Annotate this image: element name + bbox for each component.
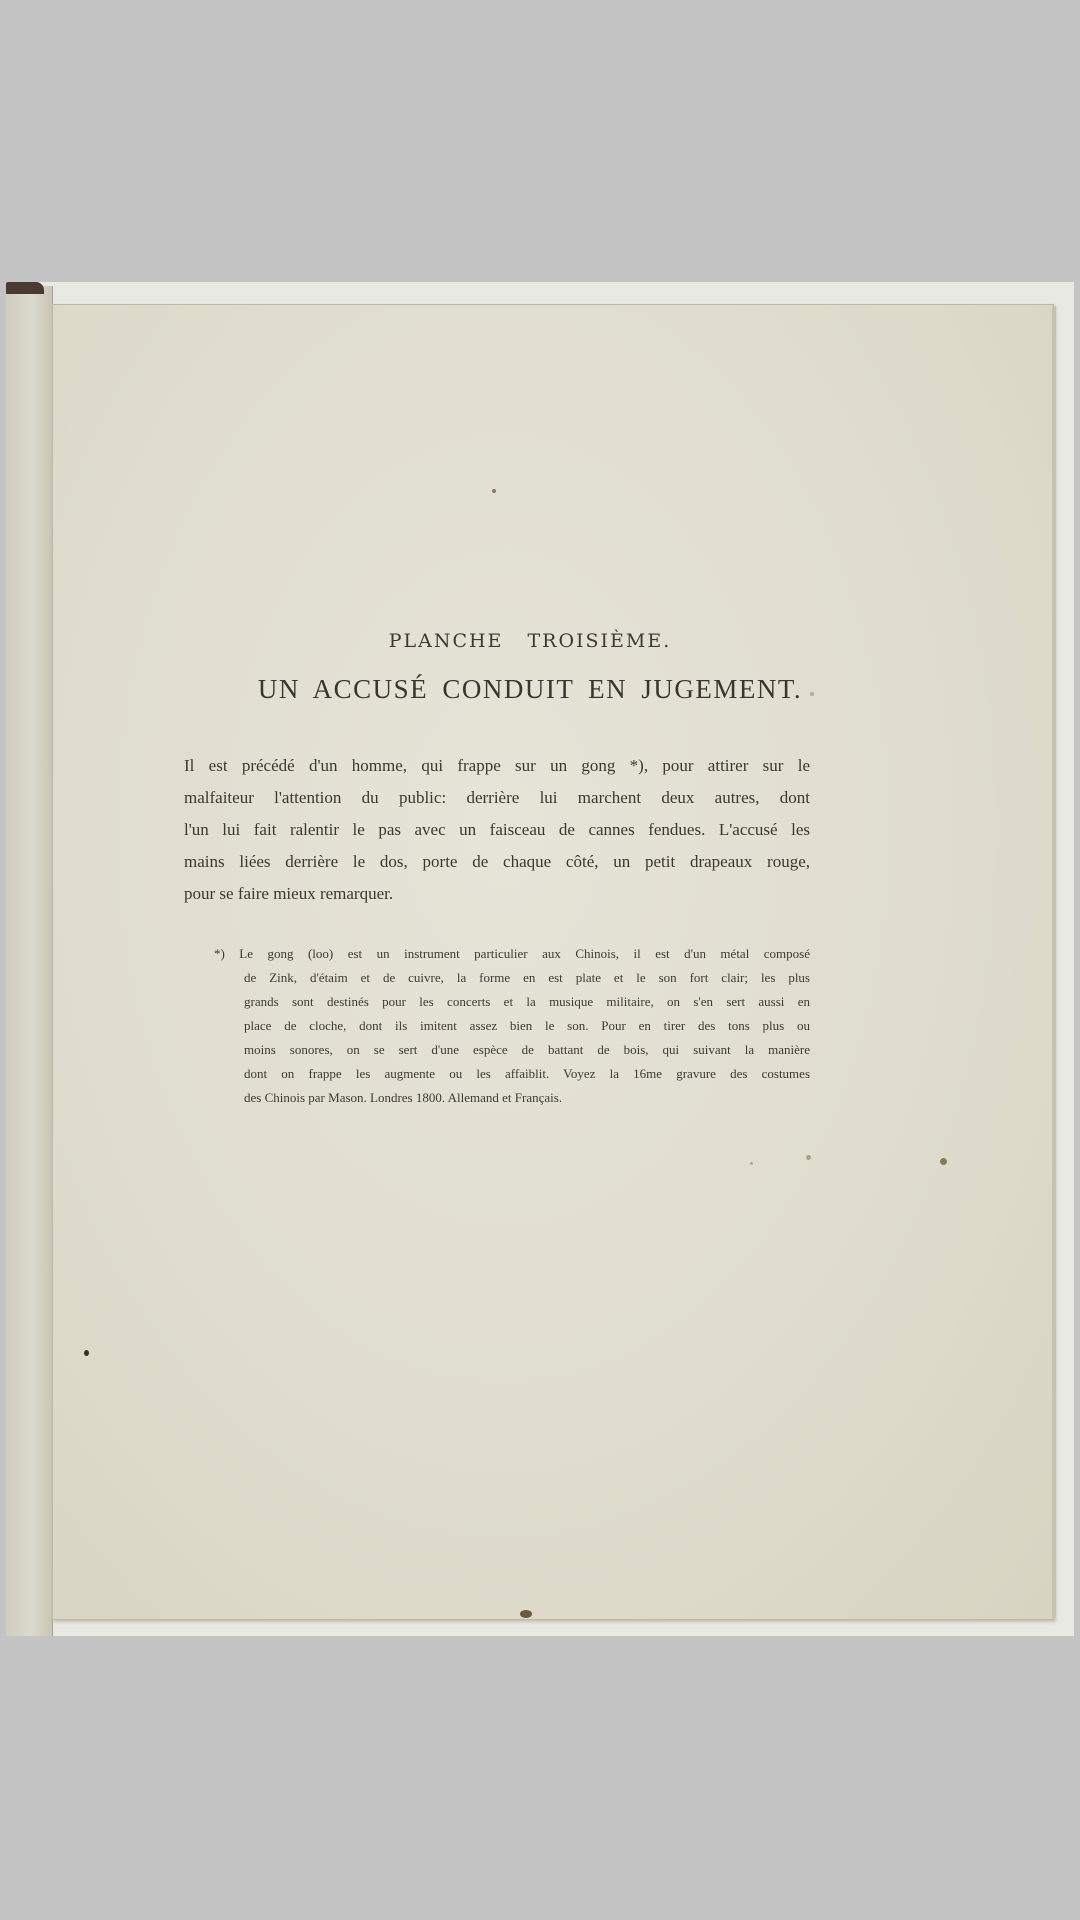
plate-heading: PLANCHE TROISIÈME. (388, 630, 672, 652)
page-edge (1052, 306, 1056, 1618)
footnote-line: des Chinois par Mason. Londres 1800. Allemand et Français. (244, 1090, 563, 1105)
foxing-spot (940, 1158, 947, 1165)
body-line: l'un lui fait ralentir le pas avec un faisceau de cannes fendues. L'accusé les (184, 820, 810, 839)
body-line: malfaiteur l'attention du public: derrière lui marchent deux autres, dont (184, 788, 810, 807)
foxing-spot (750, 1162, 753, 1165)
footnote-line: de Zink, d'étaim et de cuivre, la forme en est plate et le son fort clair; les plus (244, 970, 810, 985)
foxing-spot (520, 1610, 532, 1618)
left-page-edge (6, 286, 53, 1636)
footnote-line: moins sonores, on se sert d'une espèce de battant de bois, qui suivant la manière (244, 1042, 810, 1057)
foxing-spot (806, 1155, 811, 1160)
foxing-spot (492, 489, 496, 493)
footnote-line: *) Le gong (loo) est un instrument particulier aux Chinois, il est d'un métal composé (214, 946, 810, 961)
footnote (214, 942, 810, 1110)
footnote-line: place de cloche, dont ils imitent assez bien le son. Pour en tirer des tons plus ou (244, 1018, 810, 1033)
page-title: UN ACCUSÉ CONDUIT EN JUGEMENT. (257, 674, 803, 704)
foxing-spot (84, 1350, 89, 1356)
footnote-line: grands sont destinés pour les concerts et la musique militaire, on s'en sert aussi en (244, 994, 810, 1009)
book-spine (6, 282, 44, 294)
body-paragraph (184, 750, 810, 910)
body-line: mains liées derrière le dos, porte de chaque côté, un petit drapeaux rouge, (184, 852, 810, 871)
body-line: Il est précédé d'un homme, qui frappe sur un gong *), pour attirer sur le (184, 756, 810, 775)
footnote-line: dont on frappe les augmente ou les affaiblit. Voyez la 16me gravure des costumes (244, 1066, 810, 1081)
body-line: pour se faire mieux remarquer. (184, 884, 394, 903)
